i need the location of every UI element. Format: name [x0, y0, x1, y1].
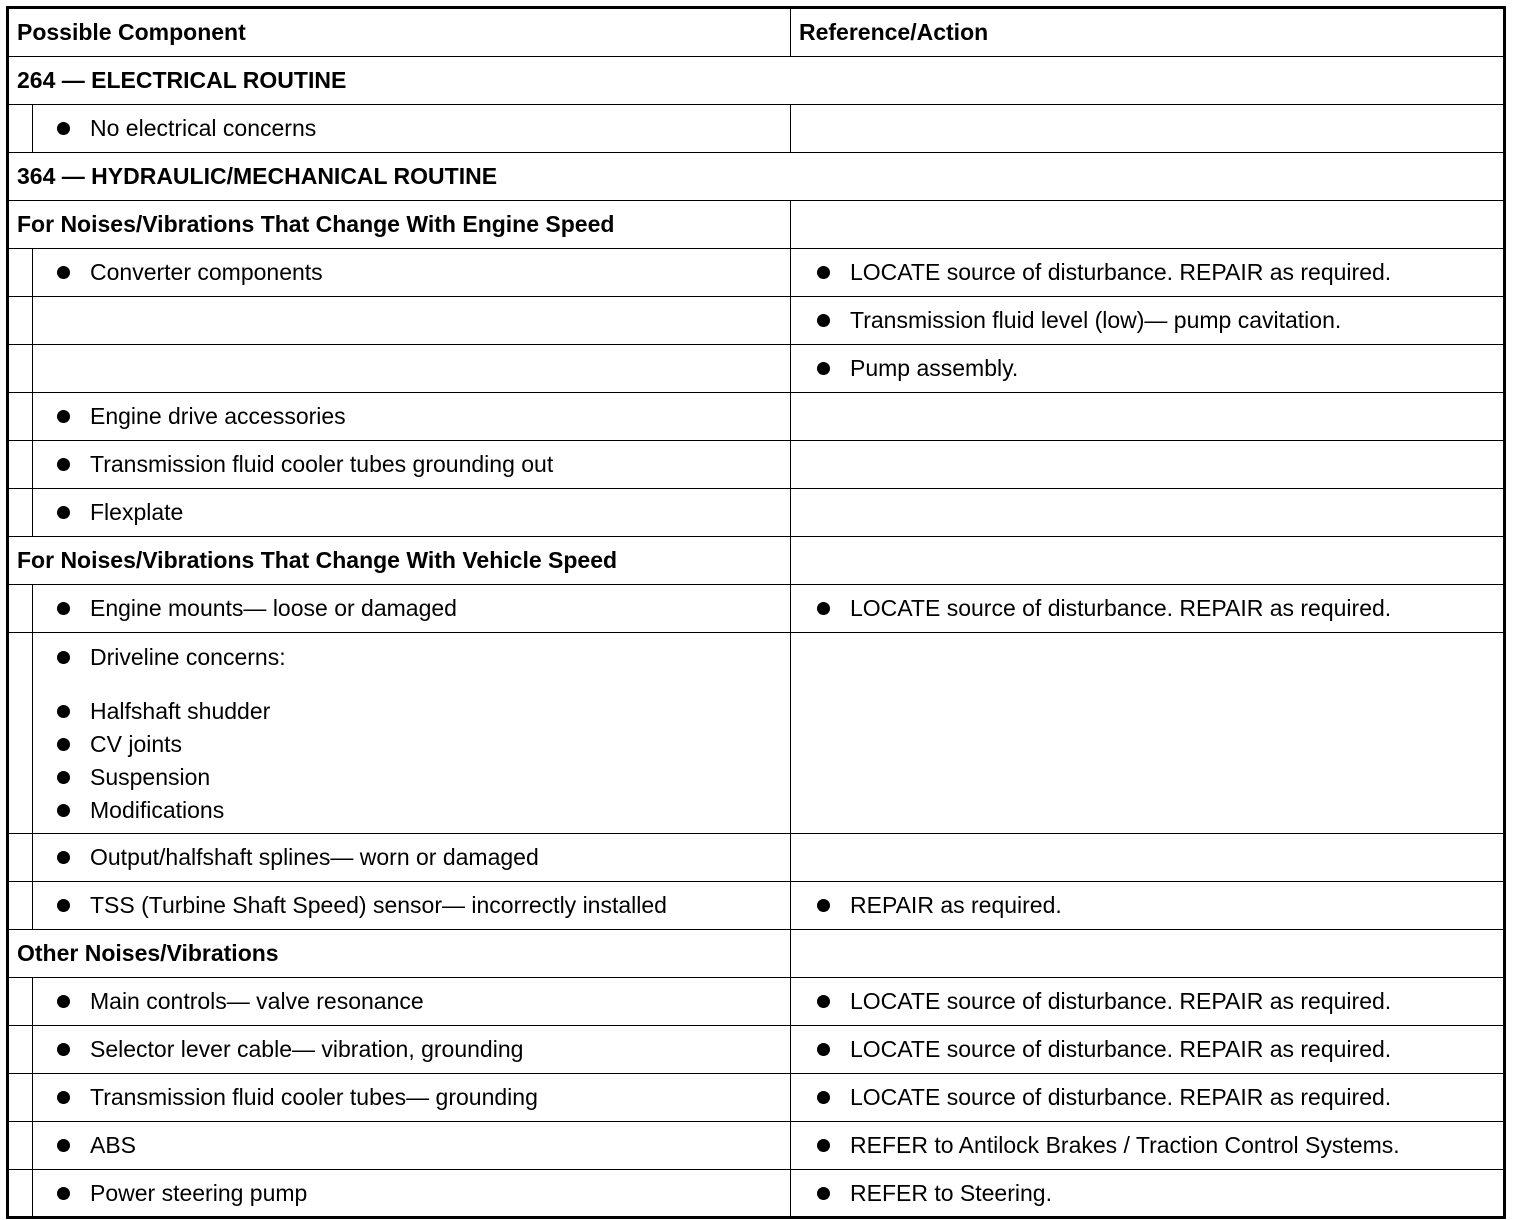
component-cell	[9, 441, 791, 488]
bullet-list	[791, 1177, 1052, 1210]
bullet-list	[33, 841, 539, 874]
list-item	[57, 1081, 538, 1114]
component-text: Selector lever cable— vibration, grounding	[90, 1036, 524, 1062]
bullet-icon	[57, 804, 70, 817]
list-item	[817, 1081, 1391, 1114]
action-cell	[791, 882, 1503, 929]
bullet-list	[791, 304, 1341, 337]
bullet-icon	[817, 266, 830, 279]
indent-column	[9, 345, 33, 392]
list-item	[57, 448, 553, 481]
bullet-list	[33, 112, 316, 145]
bullet-list	[791, 1033, 1391, 1066]
table-row	[9, 585, 1503, 633]
bullet-icon	[57, 738, 70, 751]
action-text: LOCATE source of disturbance. REPAIR as required.	[850, 988, 1392, 1014]
component-text: Power steering pump	[90, 1179, 308, 1206]
bullet-icon	[57, 458, 70, 471]
bullet-icon	[57, 851, 70, 864]
bullet-icon	[57, 651, 70, 664]
bullet-icon	[57, 995, 70, 1008]
bullet-list	[33, 1177, 307, 1210]
bullet-list	[33, 1129, 136, 1162]
bullet-list	[33, 1081, 538, 1114]
bullet-icon	[57, 705, 70, 718]
action-text: LOCATE source of disturbance. REPAIR as required.	[850, 1036, 1392, 1062]
table-row	[9, 978, 1503, 1026]
action-text: Pump assembly.	[850, 355, 1019, 381]
action-text: REFER to Steering.	[850, 1179, 1052, 1206]
indent-column	[9, 834, 33, 881]
list-item	[57, 889, 667, 922]
bullet-icon	[817, 362, 830, 375]
bullet-icon	[57, 122, 70, 135]
bullet-list	[33, 889, 667, 922]
bullet-icon	[817, 314, 830, 327]
component-cell	[9, 1122, 791, 1169]
indent-column	[9, 882, 33, 929]
list-item	[57, 1033, 523, 1066]
component-cell	[9, 393, 791, 440]
component-cell	[9, 834, 791, 881]
list-item	[57, 695, 286, 728]
action-cell	[791, 537, 1503, 584]
component-text: Output/halfshaft splines— worn or damaged	[90, 844, 539, 870]
component-cell	[9, 105, 791, 152]
action-cell	[791, 105, 1503, 152]
component-cell	[9, 297, 791, 344]
bullet-list	[791, 592, 1391, 625]
bullet-list	[33, 633, 286, 833]
table-row	[9, 345, 1503, 393]
list-item	[817, 1129, 1400, 1162]
subsection-engine-speed: For Noises/Vibrations That Change With Engine Speed	[9, 201, 791, 248]
component-text: Transmission fluid cooler tubes grounding out	[90, 451, 554, 477]
action-cell	[791, 633, 1503, 833]
action-cell	[791, 1170, 1503, 1216]
list-item	[817, 1033, 1391, 1066]
bullet-icon	[57, 771, 70, 784]
table-row	[9, 1170, 1503, 1216]
component-text: No electrical concerns	[90, 115, 317, 141]
indent-column	[9, 297, 33, 344]
table-row	[9, 1074, 1503, 1122]
bullet-list	[33, 400, 346, 433]
indent-column	[9, 393, 33, 440]
action-cell	[791, 297, 1503, 344]
table-row	[9, 249, 1503, 297]
bullet-icon	[817, 1139, 830, 1152]
bullet-list	[791, 256, 1391, 289]
indent-column	[9, 1170, 33, 1216]
component-text: Halfshaft shudder	[90, 698, 271, 724]
list-item	[57, 1129, 136, 1162]
list-item	[57, 985, 424, 1018]
table-row	[9, 105, 1503, 153]
table-header-row	[9, 9, 1503, 57]
bullet-list	[791, 1129, 1400, 1162]
list-item	[817, 256, 1391, 289]
action-cell	[791, 1074, 1503, 1121]
action-text: LOCATE source of disturbance. REPAIR as required.	[850, 1084, 1392, 1110]
bullet-icon	[817, 995, 830, 1008]
bullet-icon	[57, 1043, 70, 1056]
table-row	[9, 834, 1503, 882]
action-cell	[791, 585, 1503, 632]
action-cell	[791, 1026, 1503, 1073]
bullet-icon	[817, 1043, 830, 1056]
indent-column	[9, 105, 33, 152]
table-row	[9, 297, 1503, 345]
table-row	[9, 1122, 1503, 1170]
bullet-list	[791, 352, 1018, 385]
action-text: REPAIR as required.	[850, 892, 1062, 918]
section-row	[9, 57, 1503, 105]
subsection-vehicle-speed: For Noises/Vibrations That Change With Vehicle Speed	[9, 537, 791, 584]
component-text: Modifications	[90, 797, 225, 823]
subsection-row	[9, 537, 1503, 585]
indent-column	[9, 978, 33, 1025]
list-item	[817, 592, 1391, 625]
action-cell	[791, 930, 1503, 977]
list-item	[57, 112, 316, 145]
component-cell	[9, 249, 791, 296]
indent-column	[9, 1122, 33, 1169]
component-text: Suspension	[90, 764, 211, 790]
bullet-icon	[57, 266, 70, 279]
component-cell	[9, 345, 791, 392]
list-item	[57, 641, 286, 674]
list-item	[57, 761, 286, 794]
indent-column	[9, 489, 33, 536]
bullet-icon	[817, 1091, 830, 1104]
indent-column	[9, 249, 33, 296]
section-electrical-routine: 264 — ELECTRICAL ROUTINE	[17, 67, 347, 93]
action-text: REFER to Antilock Brakes / Traction Control Systems.	[850, 1132, 1400, 1158]
bullet-list	[791, 985, 1391, 1018]
bullet-icon	[57, 602, 70, 615]
component-text: CV joints	[90, 731, 183, 757]
list-item	[57, 496, 183, 529]
bullet-list	[33, 592, 457, 625]
action-text: LOCATE source of disturbance. REPAIR as required.	[850, 259, 1392, 285]
action-cell	[791, 441, 1503, 488]
subsection-other: Other Noises/Vibrations	[9, 930, 791, 977]
bullet-icon	[57, 1187, 70, 1200]
bullet-icon	[817, 602, 830, 615]
component-text: Transmission fluid cooler tubes— grounding	[90, 1084, 538, 1110]
action-text: LOCATE source of disturbance. REPAIR as required.	[850, 595, 1392, 621]
component-cell	[9, 633, 791, 833]
section-row	[9, 153, 1503, 201]
indent-column	[9, 441, 33, 488]
bullet-list	[33, 496, 183, 529]
list-item	[817, 1177, 1052, 1210]
indent-column	[9, 1026, 33, 1073]
action-cell	[791, 345, 1503, 392]
component-text: Engine drive accessories	[90, 403, 346, 429]
bullet-icon	[817, 1187, 830, 1200]
section-hydraulic-routine: 364 — HYDRAULIC/MECHANICAL ROUTINE	[17, 163, 498, 189]
indent-column	[9, 633, 33, 833]
action-text: Transmission fluid level (low)— pump cavitation.	[850, 307, 1342, 333]
list-spacer	[57, 674, 286, 695]
list-item	[57, 841, 539, 874]
action-cell	[791, 978, 1503, 1025]
bullet-icon	[57, 1139, 70, 1152]
table-row	[9, 441, 1503, 489]
bullet-icon	[57, 1091, 70, 1104]
header-possible-component: Possible Component	[9, 9, 791, 56]
component-text: TSS (Turbine Shaft Speed) sensor— incorrectly installed	[90, 892, 667, 918]
list-item	[817, 985, 1391, 1018]
table-row	[9, 633, 1503, 834]
list-item	[57, 256, 323, 289]
component-cell	[9, 1026, 791, 1073]
component-cell	[9, 489, 791, 536]
component-cell	[9, 1170, 791, 1216]
list-item	[817, 889, 1062, 922]
component-text: ABS	[90, 1132, 137, 1158]
table-row	[9, 393, 1503, 441]
action-cell	[791, 834, 1503, 881]
subsection-row	[9, 930, 1503, 978]
component-text: Engine mounts— loose or damaged	[90, 595, 457, 621]
list-item	[817, 352, 1018, 385]
bullet-icon	[57, 506, 70, 519]
component-text: Driveline concerns:	[90, 644, 286, 670]
component-text: Converter components	[90, 259, 323, 285]
component-text: Flexplate	[90, 499, 184, 525]
bullet-icon	[57, 899, 70, 912]
list-item	[57, 400, 346, 433]
action-cell	[791, 393, 1503, 440]
table-row	[9, 882, 1503, 930]
bullet-list	[33, 256, 323, 289]
table-row	[9, 489, 1503, 537]
list-item	[57, 592, 457, 625]
action-cell	[791, 1122, 1503, 1169]
component-cell	[9, 585, 791, 632]
list-item	[57, 794, 286, 827]
action-cell	[791, 249, 1503, 296]
bullet-icon	[817, 899, 830, 912]
component-cell	[9, 1074, 791, 1121]
list-item	[57, 1177, 307, 1210]
component-text: Main controls— valve resonance	[90, 988, 424, 1014]
bullet-list	[33, 985, 424, 1018]
bullet-list	[791, 1081, 1391, 1114]
action-cell	[791, 489, 1503, 536]
indent-column	[9, 585, 33, 632]
diagnosis-table	[6, 6, 1506, 1219]
subsection-row	[9, 201, 1503, 249]
table-row	[9, 1026, 1503, 1074]
list-item	[57, 728, 286, 761]
component-cell	[9, 978, 791, 1025]
indent-column	[9, 1074, 33, 1121]
component-cell	[9, 882, 791, 929]
bullet-list	[33, 448, 553, 481]
bullet-list	[791, 889, 1062, 922]
bullet-icon	[57, 410, 70, 423]
bullet-list	[33, 1033, 523, 1066]
header-reference-action: Reference/Action	[799, 19, 989, 45]
list-item	[817, 304, 1341, 337]
action-cell	[791, 201, 1503, 248]
